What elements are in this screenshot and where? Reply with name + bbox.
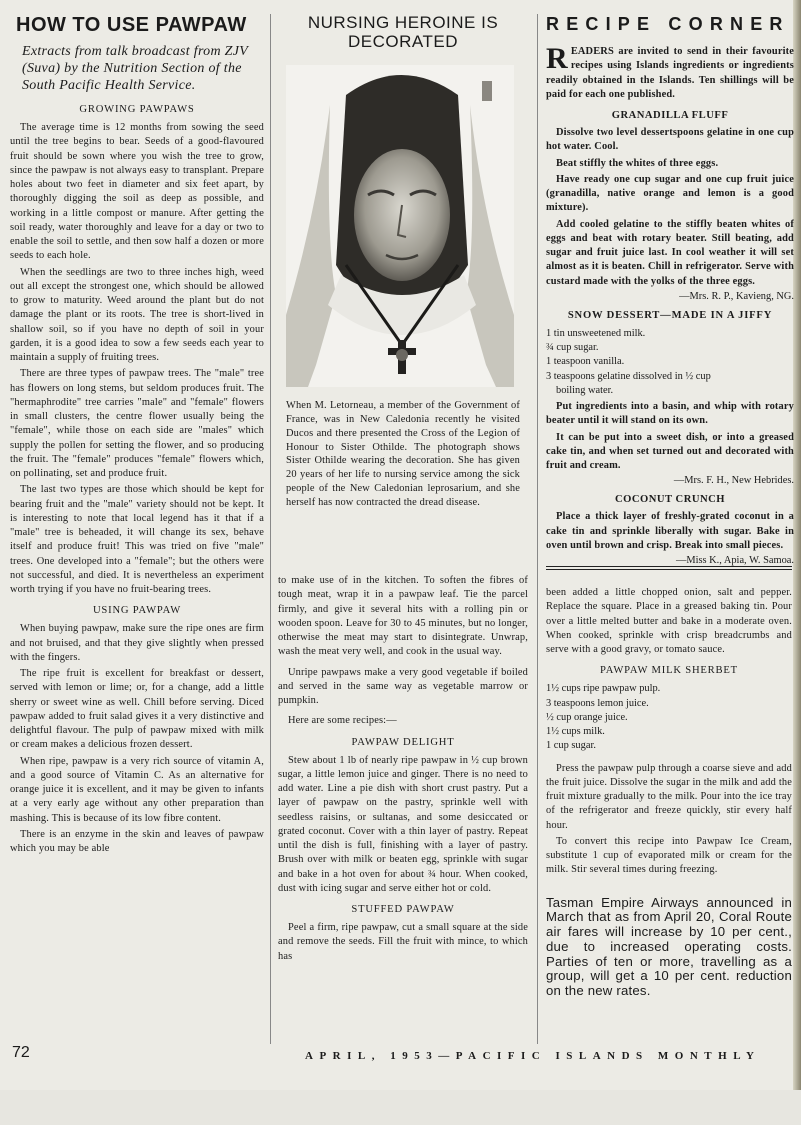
ingredient-line: 3 teaspoons gelatine dissolved in ½ cup [546, 370, 711, 382]
photo-sister-othilde [286, 65, 514, 387]
intro-text: EADERS are invited to send in their favourite recipes using Islands ingredients or ingredients readily obtained in the Islands. Ten shillings will be paid for each one published. [546, 46, 794, 100]
intro-paragraph [546, 42, 794, 102]
pawpaw-article-continued-right [546, 586, 792, 999]
paragraph: It can be put into a sweet dish, or into a greased cake tin, and when set turned out and decorated with fruit and cream. [546, 431, 794, 471]
issue-footer: APRIL, 1953—PACIFIC ISLANDS MONTHLY [305, 1050, 761, 1062]
ingredient-line: 1½ cups ripe pawpaw pulp. [546, 683, 661, 695]
paragraph: When the seedlings are two to three inches high, weed out all except the strongest one, which should be allowed to grow to maturity. Weed around the plant but do not damage the plant or its roots. The tree is short-lived in shallow soil, so if you have no depth of soil in your garden, it is a good idea to sow a few seeds each year to maintain a supply of fruiting trees. [10, 266, 264, 364]
paragraph: Peel a firm, ripe pawpaw, cut a small square at the side and remove the seeds. Fill the fruit with mince, to which has [278, 922, 528, 962]
recipe-heading-coconut: COCONUT CRUNCH [614, 494, 726, 506]
paragraph: Press the pawpaw pulp through a coarse sieve and add the fruit juice. Dissolve the sugar in the milk and add the fruit mixture gradually to the milk. Pour into the ice tray of the refrigerator and freeze quickly, stir every half hour. [546, 762, 792, 831]
page-edge-shadow [793, 0, 801, 1125]
section-title: RECIPE CORNER [546, 14, 790, 34]
drop-cap: R [546, 42, 568, 75]
column-divider-right [537, 14, 538, 1044]
recipe-heading-stuffed: STUFFED PAWPAW [351, 904, 455, 915]
paragraph: to make use of in the kitchen. To soften the fibres of tough meat, wrap it in a pawpaw leaf. Tie the parcel firmly, and give it several hits with a rolling pin or wooden spoon. Leave for 30 to 45 minutes, but no longer, otherwise the meat may start to disintegrate. Unwrap, wash the meat very well, and cook in the usual way. [278, 575, 528, 658]
recipe-corner [546, 14, 794, 570]
nursing-heroine-article [278, 14, 528, 509]
page-bottom-margin [0, 1090, 801, 1125]
news-brief-tasman: Tasman Empire Airways announced in March that as from April 20, Coral Route air fares will increase by 10 per cent., due to increased operating costs. Parties of ten or more, travelling as a group, will get a 10 per cent. reduction on the new rates. [546, 894, 792, 999]
ingredient-line: ½ cup orange juice. [546, 711, 628, 723]
ingredient-line: 1 cup sugar. [546, 740, 596, 752]
paragraph: When buying pawpaw, make sure the ripe ones are firm and not bruised, and that they give slightly when pressed with the fingers. [10, 623, 264, 663]
paragraph: The last two types are those which should be kept for bearing fruit and the "male" variety should not be kept. It is interesting to note that local legend has it that if a "male" tree is beheaded, it will change its sex, behave itself and produce fruit! This was tried on five "male" trees. One developed into a "female"; but the others were not successful, and died. It is nevertheless an experiment worth trying if you have no fruit-bearing trees. [10, 484, 264, 596]
paragraph: Stew about 1 lb of nearly ripe pawpaw in ½ cup brown sugar, a little lemon juice and ginger. There is no need to add water. Line a pie dish with short crust pastry. Put a layer of pawpaw on the pastry, sprinkle well with seedless raisins, or sultanas, and some desiccated or grated coconut. Cover with a thin layer of pastry. Repeat until the dish is full, finishing with a layer of pastry. Brush over with milk or beaten egg, sprinkle with sugar and bake in a hot oven for about ¾ hour. When cooked, dust with icing sugar and serve either hot or cold. [278, 754, 528, 894]
ingredient-line: 1½ cups milk. [546, 726, 605, 737]
recipe-heading-sherbet: PAWPAW MILK SHERBET [600, 665, 738, 677]
recipe-heading-granadilla: GRANADILLA FLUFF [611, 110, 729, 121]
recipe-heading-snow: SNOW DESSERT—MADE IN A JIFFY [567, 309, 773, 321]
article-title: HOW TO USE PAWPAW [16, 14, 247, 36]
page-number: 72 [12, 1044, 30, 1061]
ingredient-line: 1 tin unsweetened milk. [546, 327, 646, 339]
double-rule-divider [546, 566, 792, 570]
paragraph: Dissolve two level dessertspoons gelatine in one cup hot water. Cool. [546, 127, 794, 153]
ingredient-line: 3 teaspoons lemon juice. [546, 697, 649, 709]
paragraph: The average time is 12 months from sowing the seed until the tree begins to bear. Seeds of a good-flavoured fruit should be sown where you wish the tree to grow, since the pawpaw is not always easy to transplant. Prepare holes about two feet in diameter and six feet apart, by thoroughly digging the soil as deep as possible, and working in a little compost or manure. After getting the soil ready, water thoroughly and leave for a day or two to enable the soil to settle, and then sow half a dozen or more seeds to each hole. [10, 122, 264, 262]
recipe-signature: —Mrs. F. H., New Hebrides. [673, 475, 794, 487]
paragraph: To convert this recipe into Pawpaw Ice Cream, substitute 1 cup of evaporated milk or cream for the milk. Stir several times during freezing. [546, 835, 792, 876]
nun-portrait-image [286, 65, 514, 387]
paragraph: Unripe pawpaws make a very good vegetable if boiled and served in the same way as vegetable marrow or pumpkin. [278, 666, 528, 706]
paragraph: Have ready one cup sugar and one cup fruit juice (granadilla, native orange and lemon is a good mixture). [546, 173, 794, 214]
pawpaw-article-continued [278, 574, 528, 966]
recipe-signature: —Mrs. R. P., Kavieng, NG. [679, 290, 794, 302]
photo-caption: When M. Letorneau, a member of the Government of France, was in New Caledonia recently he visited Ducos and there presented the Cross of the Legion of Honour to Sister Othilde. The photograph shows Sister Othilde wearing the decoration. She has given 20 years of her life to nursing service among the sick people of the New Caledonian leprosarium, and she herself has now contracted the dread disease. [286, 400, 520, 508]
paragraph: Place a thick layer of freshly-grated coconut in a cake tin and sprinkle liberally with sugar. Bake in oven until brown and crisp. Break into small pieces. [546, 511, 794, 551]
paragraph: The ripe fruit is excellent for breakfast or dessert, served with lemon or lime; or, for a change, add a little sherry or sweet wine as well. Chill before serving. Diced pawpaw added to fruit salad gives it a very distinctive and delightful flavour. The pulp of pawpaw mixed with milk or cream makes a delicious frozen dessert. [10, 668, 264, 751]
recipe-heading-delight: PAWPAW DELIGHT [351, 736, 455, 748]
paragraph: Here are some recipes:— [288, 715, 397, 727]
article-title: NURSING HEROINE IS DECORATED [307, 13, 499, 51]
paragraph: Beat stiffly the whites of three eggs. [556, 157, 719, 169]
recipe-signature: —Miss K., Apia, W. Samoa. [675, 555, 794, 566]
ingredient-line: boiling water. [556, 384, 614, 396]
article-subtitle: Extracts from talk broadcast from ZJV (Suva) by the Nutrition Section of the South Pacific Health Service. [22, 44, 248, 94]
paragraph: Put ingredients into a basin, and whip with rotary beater until it will stand on its own. [546, 401, 794, 427]
paragraph: Add cooled gelatine to the stiffly beaten whites of eggs and beat with rotary beater. Still beating, add sugar and fruit juice last. In cool weather it will set almost as it is beaten. Chill in refrigerator. Serve with custard made with the yolks of the three eggs. [546, 218, 794, 287]
pawpaw-article [10, 14, 264, 858]
section-heading-growing: GROWING PAWPAWS [79, 104, 195, 116]
paragraph: When ripe, pawpaw is a very rich source of vitamin A, and a good source of Vitamin C. As an alternative for orange juice it is excellent, and it may be given to infants at a very early age without any other preparation than mashing. This is because of its low fibre content. [10, 755, 264, 824]
paragraph: been added a little chopped onion, salt and pepper. Replace the square. Place in a greased baking tin. Pour over a little melted butter and bake in a moderate oven. When cooked, sprinkle with crisp breadcrumbs and serve with a good gravy, or tomato sauce. [546, 587, 792, 655]
paragraph: There are three types of pawpaw trees. The "male" tree has flowers on long stems, but seldom produces fruit. The "hermaphrodite" tree carries "male" and "female" flowers in small clusters, the centre flower usually being the "female", while those on each side are "males" which supply the pollen for setting the flower, and so producing the fruit. The "female" produces "female" flowers which, on pollinating, set and produce fruit. [10, 368, 264, 480]
ingredient-line: 1 teaspoon vanilla. [546, 356, 625, 368]
ingredient-line: ¾ cup sugar. [546, 342, 599, 353]
paragraph: There is an enzyme in the skin and leaves of pawpaw which you may be able [10, 828, 264, 855]
section-heading-using: USING PAWPAW [92, 605, 182, 617]
column-divider-left [270, 14, 271, 1044]
